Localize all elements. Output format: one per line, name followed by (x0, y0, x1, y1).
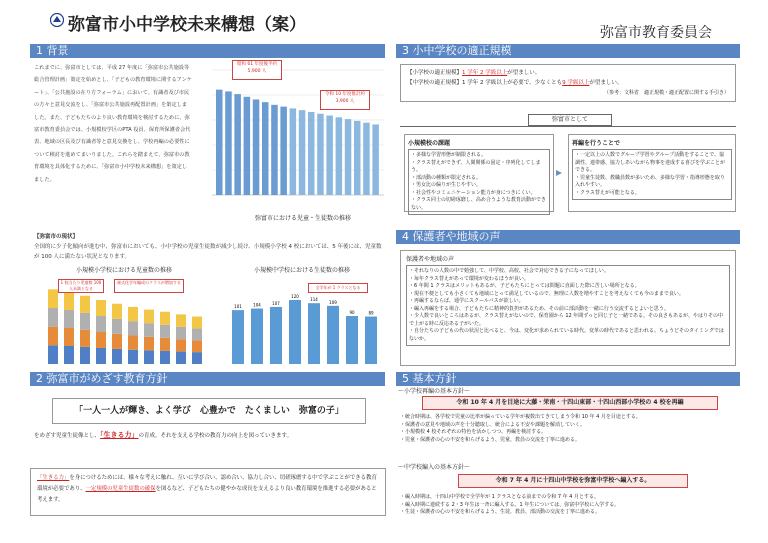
elementary-policy-point: ・ 児童・保護者の心の不安を和らげるよう、児童、教員の交流を丁寧に進める。 (400, 437, 740, 445)
junior-high-bar-label: 104 (253, 302, 261, 308)
voice-item: ・ それなりの人数の中で勉強して、中学校、高校、社会で対応できる子になってほしい。 (409, 268, 727, 276)
junior-high-bar (270, 307, 282, 364)
elementary-bar-segment (176, 352, 186, 364)
junior-high-policy-label: 〜中学校編入の基本方針〜 (398, 464, 471, 471)
page-title: 弥富市小中学校未来構想（案） (68, 15, 306, 35)
elementary-bar-segment (80, 347, 90, 364)
elementary-policy-banner: 令和 10 年 4 月を目途に大藤・栄南・十四山東部・十四山西部小学校の 4 校を再編 (422, 396, 718, 410)
chart-callout-peak: 昭和 61 年度後半約 5,900 人 (232, 60, 282, 80)
appropriate-size-box: 【小学校の適正規模】1 学年 2 学級以上が望ましい。 【中学校の適正規模】1 学年 2 学級以上が必要で、少なくとも9 学級以上が望ましい。 （参考：文科省 適正規模・適正配置に関する手引き） (400, 64, 736, 102)
junior-high-bar (346, 316, 358, 364)
issue-item: ・ 男女比の偏りが生じやすい。 (411, 182, 547, 190)
voice-item: ・ 自分たちの子どもの代の状況と比べると、今は、変化が求められている時代。変革の時代であると思われる。ちょうどそのタイミングではないか。 (409, 328, 727, 343)
elementary-callout-2: 複式化学年編成のクラスが増加する (114, 279, 184, 293)
junior-high-bar (289, 300, 301, 364)
current-status-text: 全国的に少子化傾向が進む中、弥富市においても、小中学校の児童生徒数が減少し続け、小規模小学校 4 校においては、5 年後には、児童数が 100 人に満たない状況となります。 (34, 244, 382, 260)
organization-name: 弥富市教育委員会 (600, 25, 712, 41)
voices-list (409, 268, 727, 343)
junior-high-bars (232, 294, 377, 364)
section-background-heading: 1 背景 (30, 44, 385, 58)
small-elementary-chart (34, 265, 214, 375)
elementary-policy-point: ・ 小規模校 4 校それぞれの特色を活かしつつ、再編を検討する。 (400, 429, 740, 437)
total-students-bar (253, 99, 259, 195)
chart-callout-forecast: 令和 10 年度推計約 3,900 人 (320, 90, 370, 110)
junior-high-bar (232, 310, 244, 364)
policy-body: 「生きる力」を身につけるためには、様々な考えに触れ、互いに学び合い、認め合い、協力し合い、切磋琢磨する中で学ぶことができる教育環境が必要であり、一定規模の児童生徒数の確保を図るなど、子どもたちの健やかな成長を支えるより良い教育環境を推進する必要があると考えます。 (30, 468, 386, 516)
issue-item: ・ クラス替えができず、人間関係の固定・序列化してしまう。 (411, 160, 547, 175)
elementary-bar-segment (64, 328, 74, 346)
voice-item: ・ 少人数で良いところはあるが、クラス替えがないので、保育園から 12 年間ずっと同じ子と一緒である。その良さもあるが、やはりその中で上がる時に反応ある子がいた。 (409, 313, 727, 328)
elementary-bar-segment (128, 307, 138, 321)
total-students-bar (280, 107, 287, 195)
voice-item: ・ 編入再編をする場合、子どもたちに精神的負担があるため、その前に部活動を一緒に行う交流するとよいと思う。 (409, 306, 727, 314)
city-stance-label: 弥富市として (528, 114, 612, 126)
junior-high-bar-label: 101 (234, 304, 242, 310)
elementary-bar-segment (192, 340, 202, 352)
elementary-bar-segment (80, 330, 90, 347)
elementary-bar-segment (160, 351, 170, 364)
motto-box (52, 398, 366, 424)
small-junior-high-chart (218, 265, 386, 375)
section-policy-heading: 2 弥富市がめざす教育方針 (30, 372, 385, 386)
current-status-heading: 【弥富市の現状】 (34, 234, 79, 240)
elementary-bar-segment (144, 337, 154, 351)
elementary-bar-segment (64, 292, 74, 310)
elementary-bar-segment (64, 310, 74, 328)
elementary-bar-segment (96, 316, 106, 332)
elementary-bar-segment (96, 300, 106, 316)
small-school-issues-box (404, 134, 554, 212)
issue-item: ・ 社会性やコミュニケーション能力が身につきにくい。 (411, 190, 547, 198)
elementary-bar-segment (192, 352, 202, 364)
junior-high-policy-point: ・ 編入時期は、十四山中学校で全学年が 1 クラスとなる前までの令和 7 年 4 月とする。 (400, 494, 740, 502)
elementary-bar-segment (144, 310, 154, 324)
total-students-bar (244, 97, 251, 195)
junior-high-policy-banner: 令和 7 年 4 月に十四山中学校を弥富中学校へ編入する。 (458, 474, 688, 488)
junior-high-bar-label: 114 (310, 297, 318, 303)
elementary-chart-title: 小規模小学校における児童数の推移 (75, 267, 172, 274)
elementary-bar-segment (176, 339, 186, 351)
merit-item: ・ 一定以上の人数でグループ学習やグループ活動をすることで、協調性、連帯感、協力しあいながら物事を達成する喜びを学ぶことができる。 (575, 152, 729, 175)
total-students-bar (262, 102, 269, 195)
elementary-policy-label: 〜小学校再編の基本方針〜 (398, 388, 471, 395)
junior-high-policy-points (400, 494, 740, 517)
total-students-bar (372, 124, 379, 195)
elementary-bar-segment (80, 296, 90, 313)
elementary-bar-segment (112, 304, 122, 319)
elementary-callout-1: 1 校当たり児童数 100 人未満となる (58, 279, 104, 293)
junior-high-bar-label: 109 (329, 299, 337, 305)
merit-item: ・ クラス替えが可能となる。 (575, 190, 729, 198)
elementary-bar-segment (176, 327, 186, 339)
elementary-bar-segment (144, 350, 154, 364)
elementary-bar-segment (160, 338, 170, 351)
reorganization-merits-box (568, 134, 736, 212)
voices-box (400, 250, 736, 366)
total-students-bar (326, 116, 333, 195)
total-students-bar (336, 117, 343, 195)
elementary-bar-segment (128, 321, 138, 335)
junior-high-bar (365, 317, 377, 364)
elementary-bar-segment (48, 308, 58, 327)
elementary-policy-point: ・ 保護者の意見や地域の声を十分聴取し、統合による不安や課題を解消していく。 (400, 422, 740, 430)
voice-item: ・ 6 年間 1 クラスはメリットもあるが、子どもたちにとっては問題に直面した際に苦しい場所となる。 (409, 283, 727, 291)
junior-high-bar (251, 309, 263, 364)
issue-item: ・ クラス同士の切磋琢磨し、高め合うような教育活動ができない。 (411, 197, 547, 212)
elementary-bar-segment (96, 348, 106, 364)
total-students-chart (198, 60, 386, 220)
total-students-bar (290, 108, 297, 195)
junior-high-bar-label: 107 (272, 300, 280, 306)
voice-item: ・ 再編するならば、通学にスクールバスが欲しい。 (409, 298, 727, 306)
elementary-bar-segment (112, 319, 122, 334)
elementary-bar-segment (160, 325, 170, 338)
total-students-bar (216, 90, 223, 195)
header (0, 0, 768, 42)
total-students-bar (354, 121, 361, 195)
total-students-bar (363, 123, 370, 195)
junior-high-bar (308, 303, 320, 364)
junior-high-bar-label: 89 (368, 310, 374, 316)
elementary-bars (48, 289, 202, 364)
junior-high-bar-label: 120 (291, 294, 299, 299)
elementary-bar-segment (48, 345, 58, 364)
total-students-bar (225, 91, 232, 195)
elementary-bar-segment (192, 317, 202, 329)
elementary-bar-segment (128, 350, 138, 364)
elementary-bar-segment (48, 289, 58, 308)
issues-list (411, 152, 547, 212)
voice-item: ・ 現在不便としても小さくても地域にとって満足しているので、無理に人数を増やすことを考えなくても今のままで良い。 (409, 291, 727, 299)
merit-item: ・ 児童生徒数、教職員数が多いため、多様な学習・指導形態を取り入れやすい。 (575, 175, 729, 190)
background-intro: これまでに、弥富市としては、平成 27 年度に「弥富市公共施設等総合管理計画」策定を始めとし、「子どもの教育環境に関するアンケート」、「公共施設の在り方フォーラム」において、有識者及び市民の方々と意見交流をし、「弥富市公共施設再配置計画」を策定しました。また、子どもたちのより良い教育環境を検討するために、弥富市教育委員会では、小規模校学区のPTA 役員、保育所保護者会代表、地域の区長及び有識者等と意見交換をし、学校再編の必要性について検討を進めてまいりました。これらを踏まえて、弥富市の教育環境を具体化するために、「弥富市小中学校未来構想」を策定しました。 (34, 65, 192, 183)
total-students-chart-svg (198, 60, 386, 210)
total-students-bar (317, 114, 324, 195)
section-appropriate-size-heading: 3 小中学校の適正規模 (396, 44, 740, 58)
elementary-bar-segment (160, 312, 170, 325)
elementary-bar-segment (48, 327, 58, 346)
issue-item: ・ 多様な学習形態が制限される。 (411, 152, 547, 160)
total-students-bar (299, 110, 306, 195)
elementary-bar-segment (80, 313, 90, 330)
issue-item: ・ 部活動の種類が限定される。 (411, 175, 547, 183)
junior-high-policy-point: ・ 生徒・保護者の心の不安を和らげるよう、生徒、教員、部活動の交流を丁寧に進める。 (400, 509, 740, 517)
arrow-right-icon (556, 168, 566, 178)
elementary-bar-segment (192, 328, 202, 340)
motto-text: 「一人一人が輝き、よく学び 心豊かで たくましい 弥富の子」 (74, 406, 344, 416)
total-students-bar (271, 105, 278, 195)
elementary-policy-points (400, 414, 740, 444)
junior-high-callout: 全学年が 1 クラスとなる (308, 283, 368, 293)
total-students-bar (345, 119, 352, 195)
elementary-bar-segment (112, 349, 122, 364)
city-emblem-icon (50, 13, 64, 27)
elementary-bar-segment (96, 332, 106, 348)
total-students-bar (234, 94, 241, 195)
total-students-bar (308, 112, 315, 195)
voices-title: 保護者や地域の声 (406, 256, 455, 263)
issues-title: 小規模校の課題 (408, 140, 451, 147)
elementary-bar-segment (144, 323, 154, 337)
junior-high-bar (327, 306, 339, 364)
elementary-bar-segment (64, 346, 74, 364)
divider (400, 126, 736, 127)
junior-high-bar-label: 90 (349, 310, 355, 315)
chart-caption: 弥富市における児童・生徒数の推移 (254, 215, 351, 222)
elementary-bar-segment (112, 334, 122, 349)
section-voices-heading: 4 保護者や地域の声 (396, 230, 740, 244)
section-basic-policy-heading: 5 基本方針 (396, 372, 740, 386)
elementary-bar-segment (128, 335, 138, 349)
junior-high-policy-point: ・ 編入時期に連続する 2・3 年生は一斉に編入する。1 年生については、弥富中学校に入学する。 (400, 502, 740, 510)
elementary-policy-point: ・ 統合時期は、各学校で児童の比率が偏っている学年が複数出てきてしまう令和 10 年 4 月を目途とする。 (400, 414, 740, 422)
junior-high-chart-title: 小規模中学校における生徒数の推移 (253, 267, 350, 274)
motto-subtext: をめざす児童生徒像とし、「生きる力」の育成。それを支える学校の教育力の向上を図っていきます。 (34, 431, 293, 439)
voice-item: ・ 毎年クラス替えがあって環境が変わるほうが良い。 (409, 276, 727, 284)
merits-title: 再編を行うことで (572, 140, 621, 147)
merits-list (575, 152, 729, 197)
elementary-bar-segment (176, 314, 186, 326)
